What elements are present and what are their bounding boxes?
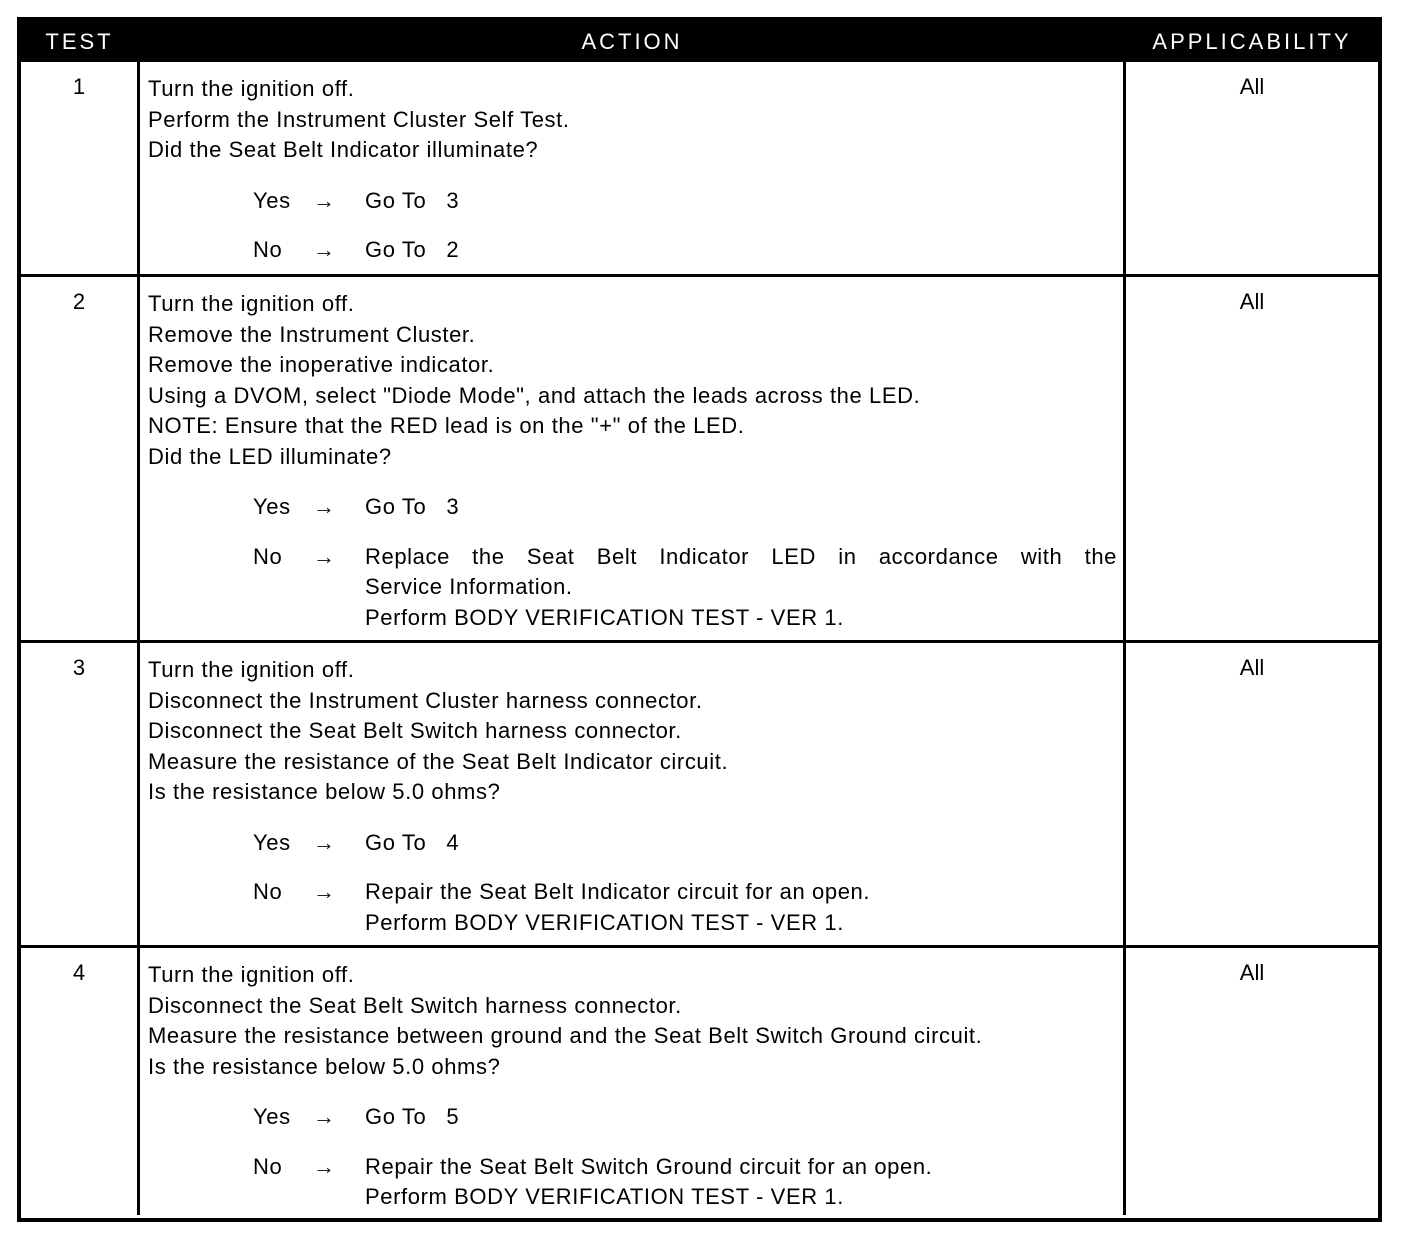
no-result <box>365 235 1117 266</box>
no-answer <box>253 235 1117 266</box>
table-row <box>21 62 1378 274</box>
right-arrow-icon: → <box>313 543 336 569</box>
yes-result <box>365 1102 1117 1133</box>
action-step: Turn the ignition off. <box>148 76 355 101</box>
applicability-cell: All <box>1239 289 1265 314</box>
result-line: Perform BODY VERIFICATION TEST - VER 1. <box>365 1184 844 1209</box>
action-step: Turn the ignition off. <box>148 962 355 987</box>
action-cell <box>140 62 1126 274</box>
action-step: Disconnect the Seat Belt Switch harness connector. <box>148 718 682 743</box>
test-number: 4 <box>21 948 140 1215</box>
right-arrow-icon: → <box>313 187 336 213</box>
action-step: Remove the Instrument Cluster. <box>148 321 476 347</box>
action-step: Did the Seat Belt Indicator illuminate? <box>148 137 539 162</box>
action-step: Remove the inoperative indicator. <box>148 352 495 377</box>
action-cell <box>140 948 1126 1215</box>
applicability-cell: All <box>1239 655 1265 680</box>
right-arrow-icon: → <box>313 829 336 855</box>
result-line: Go To 5 <box>365 1104 460 1129</box>
action-step: Measure the resistance of the Seat Belt Indicator circuit. <box>148 748 729 774</box>
result-line: Perform BODY VERIFICATION TEST - VER 1. <box>365 604 844 630</box>
no-result <box>365 877 1117 938</box>
header-applicability: APPLICABILITY <box>1152 28 1352 54</box>
action-step: NOTE: Ensure that the RED lead is on the "+" of the LED. <box>148 413 745 438</box>
yes-label: Yes <box>253 494 291 519</box>
yes-label: Yes <box>253 187 291 213</box>
result-line: Repair the Seat Belt Switch Ground circuit for an open. <box>365 1153 933 1179</box>
applicability-cell: All <box>1239 960 1265 985</box>
yes-answer <box>253 828 1117 859</box>
right-arrow-icon: → <box>313 237 336 262</box>
table-row <box>21 640 1378 945</box>
yes-result <box>365 186 1117 217</box>
test-number: 3 <box>21 643 140 945</box>
right-arrow-icon: → <box>313 1104 336 1129</box>
no-answer <box>253 1152 1117 1213</box>
no-label: No <box>253 1153 283 1179</box>
yes-result <box>365 492 1117 523</box>
answers <box>148 492 1117 633</box>
answers <box>148 186 1117 266</box>
result-line: Perform BODY VERIFICATION TEST - VER 1. <box>365 909 844 935</box>
answers <box>148 828 1117 939</box>
table-row <box>21 274 1378 640</box>
yes-label: Yes <box>253 1104 291 1129</box>
action-cell <box>140 643 1126 945</box>
result-line: Repair the Seat Belt Indicator circuit for an open. <box>365 879 871 904</box>
result-line: Go To 4 <box>365 829 460 855</box>
table-row <box>21 945 1378 1215</box>
action-step: Turn the ignition off. <box>148 657 355 682</box>
yes-label: Yes <box>253 829 291 855</box>
diagnostic-test-table <box>17 17 1382 1222</box>
yes-answer <box>253 186 1117 217</box>
action-step: Perform the Instrument Cluster Self Test. <box>148 106 570 132</box>
no-label: No <box>253 879 283 904</box>
header-test: TEST <box>45 28 114 54</box>
action-cell <box>140 277 1126 640</box>
action-step: Turn the ignition off. <box>148 291 355 316</box>
result-line: Service Information. <box>365 574 573 599</box>
yes-answer <box>253 1102 1117 1133</box>
action-step: Measure the resistance between ground and the Seat Belt Switch Ground circuit. <box>148 1023 983 1048</box>
action-step: Is the resistance below 5.0 ohms? <box>148 779 501 804</box>
action-step: Did the LED illuminate? <box>148 443 392 469</box>
result-line: Go To 3 <box>365 494 460 519</box>
no-answer <box>253 877 1117 938</box>
answers <box>148 1102 1117 1213</box>
result-line: Replace the Seat Belt Indicator LED in accordance with the <box>365 543 1117 569</box>
no-answer <box>253 542 1117 634</box>
header-action: ACTION <box>581 28 683 54</box>
no-result <box>365 542 1117 634</box>
right-arrow-icon: → <box>313 879 336 904</box>
action-step: Is the resistance below 5.0 ohms? <box>148 1053 501 1079</box>
no-result <box>365 1152 1117 1213</box>
yes-result <box>365 828 1117 859</box>
no-label: No <box>253 543 283 569</box>
yes-answer <box>253 492 1117 523</box>
action-step: Disconnect the Instrument Cluster harness connector. <box>148 687 703 713</box>
result-line: Go To 3 <box>365 187 460 213</box>
action-step: Disconnect the Seat Belt Switch harness connector. <box>148 992 682 1018</box>
no-label: No <box>253 237 283 262</box>
action-step: Using a DVOM, select "Diode Mode", and attach the leads across the LED. <box>148 382 921 408</box>
result-line: Go To 2 <box>365 237 460 262</box>
right-arrow-icon: → <box>313 1153 336 1179</box>
applicability-cell: All <box>1239 74 1265 99</box>
table-header <box>21 21 1378 62</box>
test-number: 2 <box>21 277 140 640</box>
right-arrow-icon: → <box>313 494 336 519</box>
table-body <box>21 62 1378 1218</box>
test-number: 1 <box>21 62 140 274</box>
